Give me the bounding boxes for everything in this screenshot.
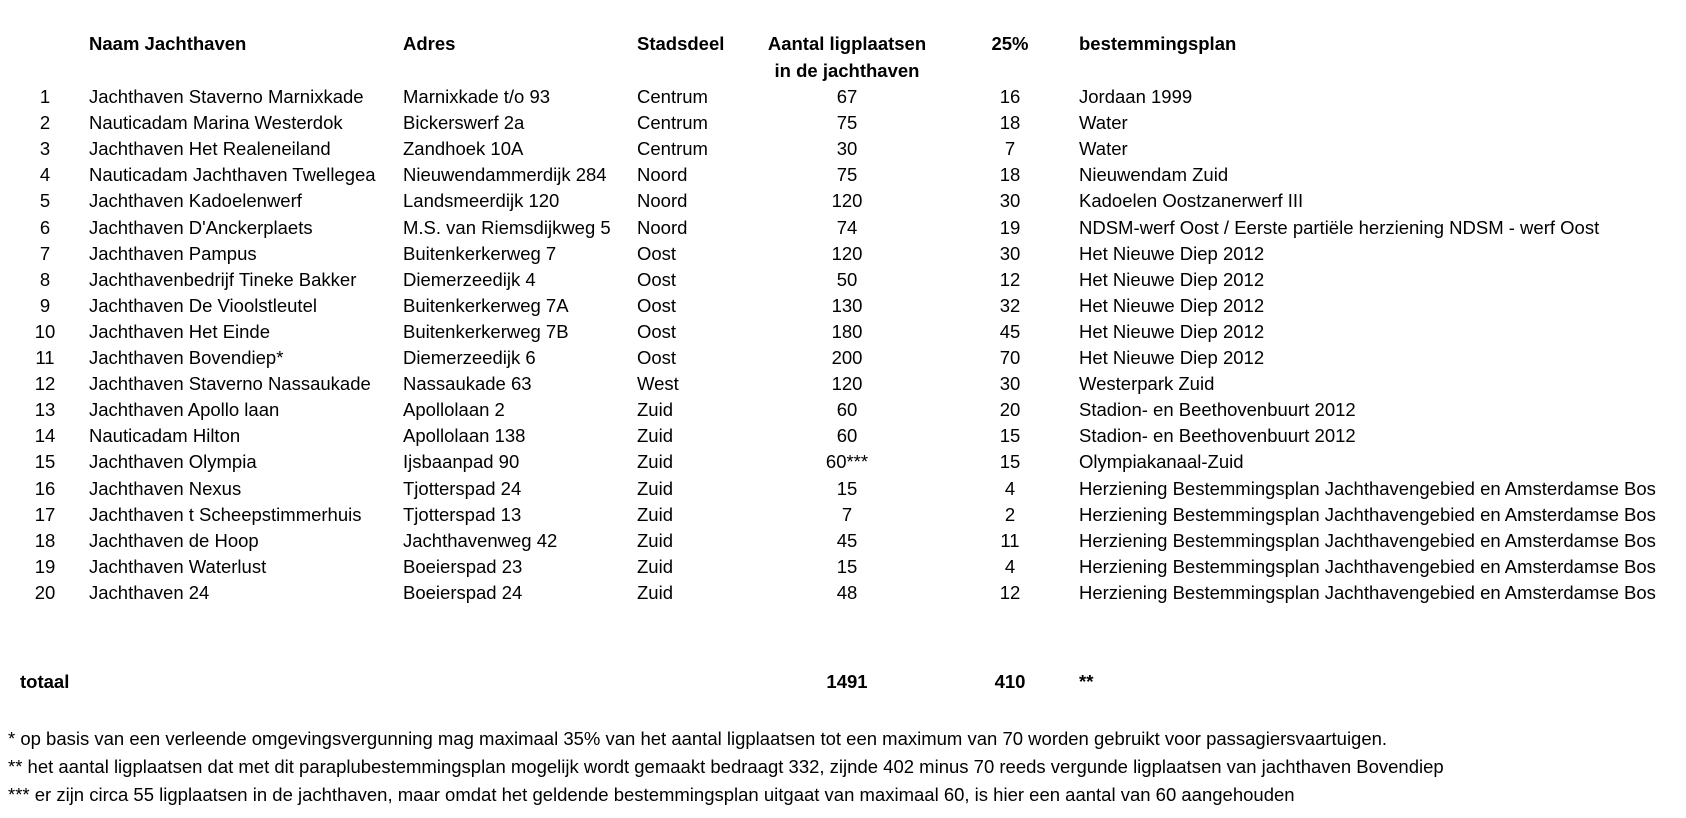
row-pct: 18 — [999, 164, 1021, 186]
row-aantal: 74 — [836, 216, 858, 238]
table-row — [0, 371, 1686, 397]
row-stadsdeel: Zuid — [637, 399, 673, 421]
row-pct: 15 — [999, 451, 1021, 473]
table-row — [0, 423, 1686, 449]
row-pct: 30 — [999, 242, 1021, 264]
row-name: Jachthaven 24 — [89, 581, 210, 603]
row-pct: 2 — [1004, 503, 1016, 525]
row-pct: 19 — [999, 216, 1021, 238]
row-name: Jachthaven Bovendiep* — [89, 347, 284, 368]
table-row — [0, 449, 1686, 475]
row-pct: 16 — [999, 86, 1021, 107]
row-pct: 11 — [1000, 529, 1020, 551]
row-number: 12 — [34, 373, 56, 395]
header-aantal-line1: Aantal ligplaatsen — [767, 33, 927, 54]
table-row — [0, 502, 1686, 528]
table-row — [0, 293, 1686, 319]
row-aantal: 180 — [831, 320, 863, 342]
table-row — [0, 397, 1686, 423]
row-stadsdeel: Oost — [637, 347, 677, 368]
row-adres: Nieuwendammerdijk 284 — [403, 164, 607, 186]
row-plan: Water — [1079, 112, 1128, 134]
row-adres: Apollolaan 138 — [403, 425, 526, 447]
row-name: Jachthaven Kadoelenwerf — [89, 190, 302, 212]
table-row — [0, 580, 1686, 606]
row-name: Jachthaven Het Einde — [89, 320, 271, 342]
row-aantal: 30 — [836, 138, 858, 160]
row-adres: Marnixkade t/o 93 — [403, 86, 551, 107]
row-plan: Het Nieuwe Diep 2012 — [1079, 320, 1265, 342]
row-name: Jachthaven Waterlust — [89, 555, 267, 577]
row-stadsdeel: Zuid — [637, 555, 673, 577]
header-stadsdeel: Stadsdeel — [637, 33, 725, 54]
table-row — [0, 267, 1686, 293]
footnote-1: * op basis van een verleende omgevingsvergunning mag maximaal 35% van het aantal ligplaatsen tot een maximum van 70 worden gebruikt voor passagiersvaartuigen. — [8, 728, 1388, 749]
row-stadsdeel: Noord — [637, 164, 688, 186]
row-name: Nauticadam Hilton — [89, 425, 241, 447]
row-stadsdeel: Oost — [637, 268, 677, 290]
row-aantal: 130 — [831, 294, 863, 316]
header-plan: bestemmingsplan — [1079, 33, 1237, 54]
row-stadsdeel: Oost — [637, 320, 677, 342]
row-pct: 18 — [999, 112, 1021, 134]
row-plan: Westerpark Zuid — [1079, 373, 1215, 395]
row-number: 18 — [34, 529, 56, 551]
row-adres: Jachthavenweg 42 — [403, 529, 558, 551]
table-row — [0, 476, 1686, 502]
header-aantal-line2: in de jachthaven — [774, 60, 920, 81]
header-row-2 — [0, 58, 1686, 84]
row-plan: Kadoelen Oostzanerwerf III — [1079, 190, 1304, 212]
table-row — [0, 345, 1686, 371]
row-plan: Nieuwendam Zuid — [1079, 164, 1229, 186]
row-name: Jachthaven De Vioolstleutel — [89, 294, 317, 316]
row-pct: 4 — [1004, 477, 1016, 499]
footnotes — [8, 725, 1678, 809]
row-number: 15 — [34, 451, 56, 473]
header-name: Naam Jachthaven — [89, 33, 247, 54]
row-plan: Jordaan 1999 — [1079, 86, 1193, 107]
total-aantal: 1491 — [826, 671, 868, 692]
row-stadsdeel: Zuid — [637, 581, 673, 603]
row-plan: Het Nieuwe Diep 2012 — [1079, 242, 1265, 264]
row-number: 8 — [39, 268, 51, 290]
row-stadsdeel: Centrum — [637, 138, 708, 160]
row-number: 17 — [34, 503, 56, 525]
row-number: 14 — [34, 425, 56, 447]
row-pct: 70 — [999, 347, 1021, 368]
row-pct: 30 — [999, 190, 1021, 212]
row-stadsdeel: Oost — [637, 294, 677, 316]
total-row — [0, 669, 1686, 695]
row-plan: Herziening Bestemmingsplan Jachthavengebied en Amsterdamse Bos — [1079, 581, 1656, 603]
row-adres: Tjotterspad 13 — [403, 503, 522, 525]
row-number: 13 — [34, 399, 56, 421]
row-name: Nauticadam Marina Westerdok — [89, 112, 343, 134]
row-adres: Boeierspad 24 — [403, 581, 523, 603]
row-stadsdeel: Noord — [637, 190, 688, 212]
row-pct: 15 — [999, 425, 1021, 447]
row-stadsdeel: West — [637, 373, 679, 395]
row-number: 20 — [34, 581, 56, 603]
row-name: Jachthaven de Hoop — [89, 529, 259, 551]
row-aantal: 75 — [836, 164, 858, 186]
row-pct: 20 — [999, 399, 1021, 421]
row-stadsdeel: Noord — [637, 216, 688, 238]
row-plan: Herziening Bestemmingsplan Jachthavengebied en Amsterdamse Bos — [1079, 477, 1656, 499]
row-aantal: 60*** — [825, 451, 869, 473]
row-aantal: 200 — [831, 347, 863, 368]
row-pct: 7 — [1004, 138, 1016, 160]
row-number: 11 — [35, 347, 55, 368]
row-number: 2 — [39, 112, 51, 134]
row-plan: Olympiakanaal-Zuid — [1079, 451, 1244, 473]
row-number: 3 — [39, 138, 51, 160]
row-name: Jachthaven Nexus — [89, 477, 242, 499]
table-row — [0, 84, 1686, 110]
row-number: 6 — [39, 216, 51, 238]
table-row — [0, 162, 1686, 188]
header-pct: 25% — [991, 33, 1029, 54]
row-stadsdeel: Centrum — [637, 112, 708, 134]
footnote-2: ** het aantal ligplaatsen dat met dit paraplubestemmingsplan mogelijk wordt gemaakt bedraagt 332, zijnde 402 minus 70 reeds vergunde ligplaatsen van jachthaven Bovendiep — [8, 756, 1444, 777]
table-row — [0, 110, 1686, 136]
row-pct: 30 — [999, 373, 1021, 395]
row-plan: Stadion- en Beethovenbuurt 2012 — [1079, 425, 1356, 447]
total-plan: ** — [1079, 671, 1094, 692]
total-label: totaal — [20, 671, 70, 692]
row-stadsdeel: Zuid — [637, 503, 673, 525]
row-adres: Ijsbaanpad 90 — [403, 451, 520, 473]
row-adres: Buitenkerkerweg 7B — [403, 320, 569, 342]
row-stadsdeel: Zuid — [637, 477, 673, 499]
row-number: 5 — [39, 190, 51, 212]
row-name: Jachthaven Staverno Nassaukade — [89, 373, 371, 395]
table-row — [0, 215, 1686, 241]
row-adres: Bickerswerf 2a — [403, 112, 525, 134]
row-number: 19 — [34, 555, 56, 577]
row-adres: Buitenkerkerweg 7A — [403, 294, 569, 316]
row-name: Jachthaven Pampus — [89, 242, 257, 264]
row-aantal: 60 — [836, 425, 858, 447]
row-plan: NDSM-werf Oost / Eerste partiële herziening NDSM - werf Oost — [1079, 216, 1600, 238]
footnote-3: *** er zijn circa 55 ligplaatsen in de jachthaven, maar omdat het geldende bestemmingsplan uitgaat van maximaal 60, is hier een aantal van 60 aangehouden — [8, 784, 1295, 805]
table-row — [0, 528, 1686, 554]
row-stadsdeel: Centrum — [637, 86, 708, 107]
row-adres: Apollolaan 2 — [403, 399, 505, 421]
row-stadsdeel: Zuid — [637, 529, 673, 551]
row-aantal: 15 — [836, 477, 858, 499]
row-number: 1 — [39, 86, 51, 107]
row-aantal: 48 — [836, 581, 858, 603]
row-adres: M.S. van Riemsdijkweg 5 — [403, 216, 611, 238]
row-stadsdeel: Zuid — [637, 425, 673, 447]
row-pct: 12 — [999, 268, 1021, 290]
row-aantal: 45 — [836, 529, 858, 551]
row-plan: Stadion- en Beethovenbuurt 2012 — [1079, 399, 1356, 421]
row-plan: Het Nieuwe Diep 2012 — [1079, 294, 1265, 316]
table-row — [0, 241, 1686, 267]
row-plan: Het Nieuwe Diep 2012 — [1079, 347, 1265, 368]
row-adres: Zandhoek 10A — [403, 138, 524, 160]
row-name: Jachthaven Olympia — [89, 451, 257, 473]
row-number: 9 — [39, 294, 51, 316]
row-stadsdeel: Zuid — [637, 451, 673, 473]
row-pct: 4 — [1004, 555, 1016, 577]
row-aantal: 67 — [836, 86, 858, 107]
row-name: Jachthaven Apollo laan — [89, 399, 280, 421]
row-number: 4 — [39, 164, 51, 186]
row-name: Nauticadam Jachthaven Twellegea — [89, 164, 376, 186]
row-stadsdeel: Oost — [637, 242, 677, 264]
header-row — [0, 31, 1686, 57]
table-row — [0, 136, 1686, 162]
row-aantal: 120 — [831, 190, 863, 212]
table-row — [0, 319, 1686, 345]
row-adres: Nassaukade 63 — [403, 373, 532, 395]
row-pct: 32 — [999, 294, 1021, 316]
row-name: Jachthaven Het Realeneiland — [89, 138, 331, 160]
row-aantal: 60 — [836, 399, 858, 421]
row-name: Jachthaven Staverno Marnixkade — [89, 86, 364, 107]
header-adres: Adres — [403, 33, 456, 54]
row-number: 16 — [34, 477, 56, 499]
row-aantal: 120 — [831, 242, 863, 264]
row-pct: 45 — [999, 320, 1021, 342]
row-number: 7 — [39, 242, 51, 264]
row-name: Jachthaven D'Anckerplaets — [89, 216, 313, 238]
total-pct: 410 — [994, 671, 1026, 692]
row-aantal: 7 — [841, 503, 853, 525]
row-plan: Herziening Bestemmingsplan Jachthavengebied en Amsterdamse Bos — [1079, 503, 1656, 525]
row-adres: Landsmeerdijk 120 — [403, 190, 560, 212]
row-adres: Diemerzeedijk 6 — [403, 347, 536, 368]
row-plan: Herziening Bestemmingsplan Jachthavengebied en Amsterdamse Bos — [1079, 555, 1656, 577]
row-adres: Boeierspad 23 — [403, 555, 523, 577]
row-adres: Diemerzeedijk 4 — [403, 268, 536, 290]
row-aantal: 50 — [836, 268, 858, 290]
table-row — [0, 188, 1686, 214]
row-aantal: 15 — [836, 555, 858, 577]
row-name: Jachthavenbedrijf Tineke Bakker — [89, 268, 357, 290]
row-adres: Tjotterspad 24 — [403, 477, 522, 499]
row-pct: 12 — [999, 581, 1021, 603]
row-aantal: 120 — [831, 373, 863, 395]
row-plan: Water — [1079, 138, 1128, 160]
row-number: 10 — [34, 320, 56, 342]
row-name: Jachthaven t Scheepstimmerhuis — [89, 503, 362, 525]
row-plan: Het Nieuwe Diep 2012 — [1079, 268, 1265, 290]
row-adres: Buitenkerkerweg 7 — [403, 242, 557, 264]
row-plan: Herziening Bestemmingsplan Jachthavengebied en Amsterdamse Bos — [1079, 529, 1656, 551]
row-aantal: 75 — [836, 112, 858, 134]
table-row — [0, 554, 1686, 580]
